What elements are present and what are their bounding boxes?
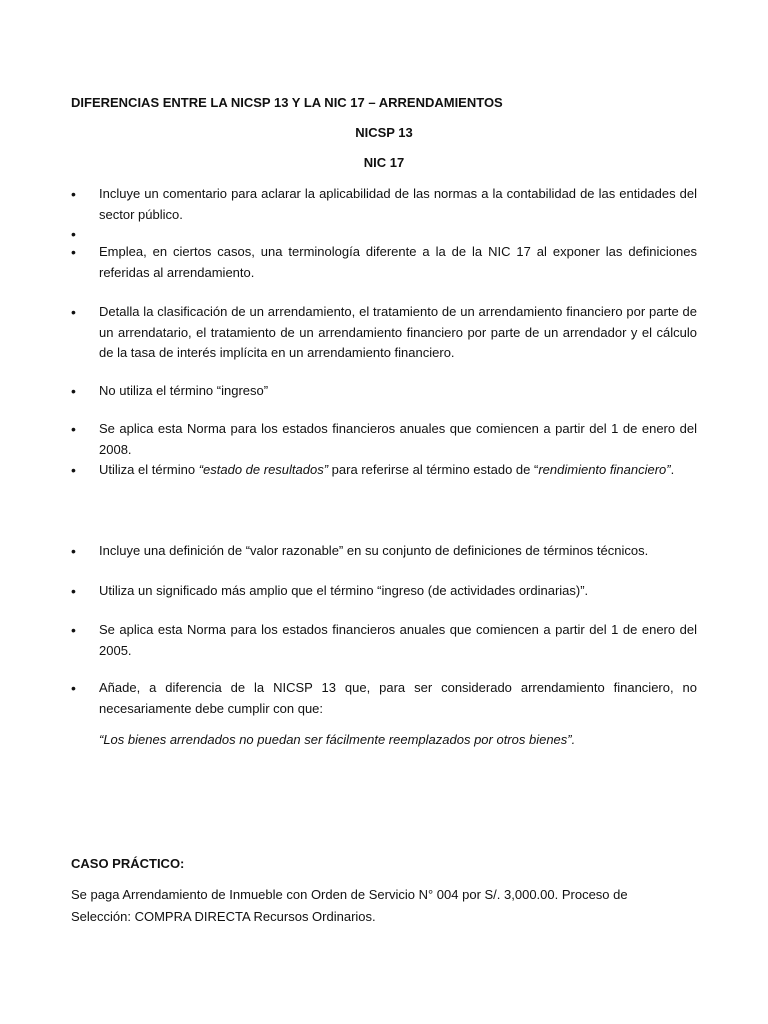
bullet-icon: • bbox=[71, 421, 76, 437]
list-item bbox=[71, 620, 697, 661]
bullet-icon: • bbox=[71, 583, 76, 599]
list-item bbox=[71, 419, 697, 460]
list-item bbox=[71, 184, 697, 225]
text-run: para referirse al término estado de “ bbox=[328, 462, 539, 477]
bullet-icon: • bbox=[71, 680, 76, 696]
list-item-text: Emplea, en ciertos casos, una terminología diferente a la de la NIC 17 al exponer las definiciones referidas al arrendamiento. bbox=[99, 244, 697, 280]
bullet-icon: • bbox=[71, 226, 76, 242]
italic-term: rendimiento financiero” bbox=[538, 462, 671, 477]
case-text: Se paga Arrendamiento de Inmueble con Orden de Servicio N° 004 por S/. 3,000.00. Proceso de Selección: COMPRA DIRECTA Recursos Ordinarios. bbox=[71, 887, 628, 924]
list-item-text bbox=[99, 460, 697, 481]
list-item bbox=[71, 242, 697, 283]
bullet-icon: • bbox=[71, 186, 76, 202]
list-item bbox=[71, 460, 697, 481]
list-item bbox=[71, 302, 697, 364]
bullet-icon: • bbox=[71, 622, 76, 638]
list-item bbox=[71, 678, 697, 719]
bullet-icon: • bbox=[71, 462, 76, 478]
case-title: CASO PRÁCTICO: bbox=[71, 856, 185, 871]
bullet-icon: • bbox=[71, 304, 76, 320]
list-item-text: Se aplica esta Norma para los estados financieros anuales que comiencen a partir del 1 de enero del 2008. bbox=[99, 421, 697, 457]
list-item bbox=[71, 581, 697, 602]
italic-term: “estado de resultados” bbox=[198, 462, 329, 477]
list-item bbox=[71, 381, 697, 402]
heading-nicsp-13: NICSP 13 bbox=[355, 125, 413, 140]
bullet-icon: • bbox=[71, 244, 76, 260]
text-run: Utiliza el término bbox=[99, 462, 199, 477]
heading-nic-17: NIC 17 bbox=[363, 155, 405, 170]
text-run: . bbox=[670, 462, 675, 477]
list-item-text: Incluye una definición de “valor razonable” en su conjunto de definiciones de términos técnicos. bbox=[99, 543, 649, 558]
list-item bbox=[71, 541, 697, 562]
list-item-text: No utiliza el término “ingreso” bbox=[99, 383, 269, 398]
quote-text: “Los bienes arrendados no puedan ser fácilmente reemplazados por otros bienes”. bbox=[99, 732, 576, 747]
list-item-text: Incluye un comentario para aclarar la aplicabilidad de las normas a la contabilidad de las entidades del sector público. bbox=[99, 186, 697, 222]
list-item-text: Detalla la clasificación de un arrendamiento, el tratamiento de un arrendamiento financiero por parte de un arrendatario, el tratamiento de un arrendamiento financiero por parte de un arrendador y el cálculo de la tasa de interés implícita en un arrendamiento financiero. bbox=[99, 304, 697, 360]
list-item-text: Utiliza un significado más amplio que el término “ingreso (de actividades ordinarias)”. bbox=[99, 583, 589, 598]
list-item-text: Se aplica esta Norma para los estados financieros anuales que comiencen a partir del 1 de enero del 2005. bbox=[99, 622, 697, 658]
list-item-text: Añade, a diferencia de la NICSP 13 que, para ser considerado arrendamiento financiero, no necesariamente debe cumplir con que: bbox=[99, 680, 697, 716]
bullet-icon: • bbox=[71, 383, 76, 399]
bullet-icon: • bbox=[71, 543, 76, 559]
document-title: DIFERENCIAS ENTRE LA NICSP 13 Y LA NIC 17 – ARRENDAMIENTOS bbox=[71, 95, 503, 110]
